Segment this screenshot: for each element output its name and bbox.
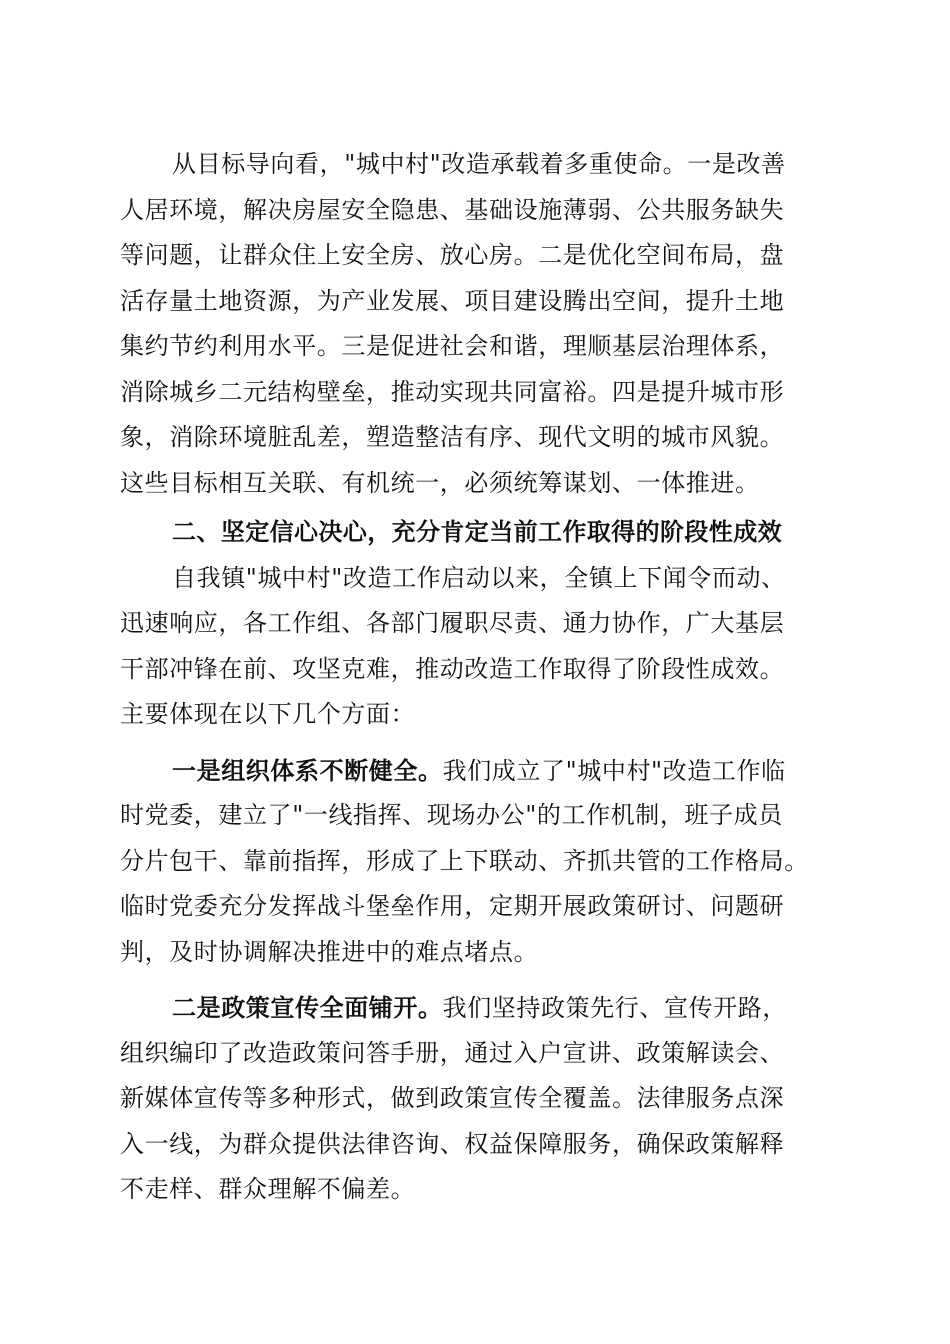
paragraph-line: 时党委，建立了"一线指挥、现场办公"的工作机制，班子成员 (120, 801, 783, 829)
section-heading-text: 二、坚定信心决心，充分肯定当前工作取得的阶段性成效 (172, 518, 782, 546)
section-heading (120, 510, 840, 556)
paragraph-line: 象，消除环境脏乱差，塑造整洁有序、现代文明的城市风貌。 (120, 423, 785, 451)
paragraph-line: 自我镇"城中村"改造工作启动以来，全镇上下闻令而动、 (172, 563, 786, 592)
paragraph-line (120, 985, 840, 1031)
paragraph-line: 迅速响应，各工作组、各部门履职尽责、通力协作，广大基层 (120, 609, 785, 637)
paragraph-line-rest: 我们成立了"城中村"改造工作临 (442, 756, 786, 785)
paragraph-line: 不走样、群众理解不偏差。 (120, 1175, 416, 1203)
paragraph-line: 活存量土地资源，为产业发展、项目建设腾出空间，提升土地 (120, 286, 785, 315)
paragraph-line: 新媒体宣传等多种形式，做到政策宣传全覆盖。法律服务点深 (120, 1084, 785, 1112)
paragraph-lead: 二是政策宣传全面铺开。 (172, 993, 443, 1022)
paragraph-line: 临时党委充分发挥战斗堡垒作用，定期开展政策研讨、问题研 (120, 892, 785, 920)
paragraph-line: 主要体现在以下几个方面： (120, 700, 416, 728)
paragraph-line: 分片包干、靠前指挥，形成了上下联动、齐抓共管的工作格局。 (120, 846, 809, 875)
paragraph-line: 消除城乡二元结构壁垒，推动实现共同富裕。四是提升城市形 (120, 377, 785, 406)
paragraph-line-rest: 我们坚持政策先行、宣传开路， (442, 994, 788, 1022)
paragraph-line: 等问题，让群众住上安全房、放心房。二是优化空间布局，盘 (120, 241, 785, 269)
paragraph-lead: 一是组织体系不断健全。 (172, 755, 443, 785)
paragraph-line (120, 748, 840, 794)
paragraph-organization (120, 748, 840, 976)
paragraph-line: 人居环境，解决房屋安全隐患、基础设施薄弱、公共服务缺失 (120, 195, 785, 224)
paragraph-line: 集约节约利用水平。三是促进社会和谐，理顺基层治理体系， (120, 332, 785, 360)
paragraph-line: 从目标导向看，"城中村"改造承载着多重使命。一是改善 (172, 150, 786, 178)
paragraph-line: 这些目标相互关联、有机统一，必须统筹谋划、一体推进。 (120, 468, 760, 497)
paragraph-line: 判，及时协调解决推进中的难点堵点。 (120, 937, 539, 966)
paragraph-achievements-intro (120, 556, 840, 738)
document-body (120, 142, 840, 1213)
paragraph-line: 入一线，为群众提供法律咨询、权益保障服务，确保政策解释 (120, 1129, 785, 1158)
paragraph-goals (120, 142, 840, 506)
paragraph-policy-publicity (120, 985, 840, 1213)
paragraph-line: 干部冲锋在前、攻坚克难，推动改造工作取得了阶段性成效。 (120, 654, 785, 683)
paragraph-line: 组织编印了改造政策问答手册，通过入户宣讲、政策解读会、 (120, 1038, 785, 1067)
